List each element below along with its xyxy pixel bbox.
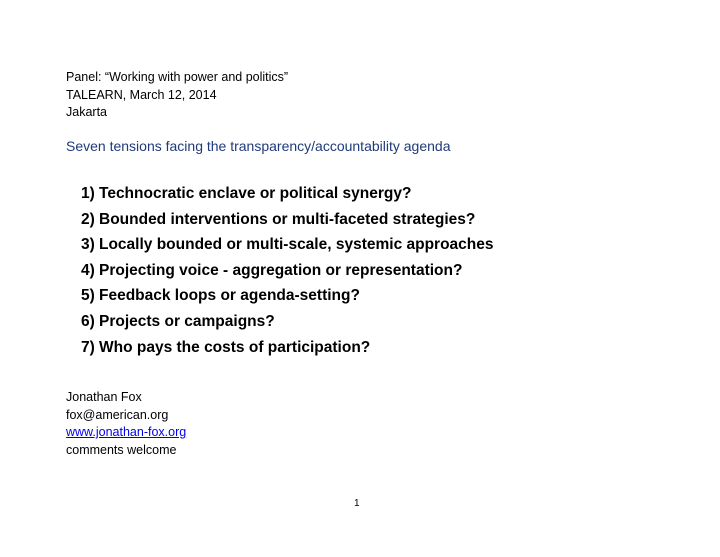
list-item	[81, 258, 494, 284]
item-number: 6)	[81, 312, 95, 330]
panel-title: Panel: “Working with power and politics”	[66, 70, 289, 84]
location-line: Jakarta	[66, 105, 107, 119]
item-text: Who pays the costs of participation?	[99, 338, 371, 356]
item-text: Projecting voice - aggregation or representation?	[99, 261, 463, 279]
item-text: Bounded interventions or multi-faceted strategies?	[99, 210, 476, 228]
item-number: 2)	[81, 210, 95, 228]
item-text: Projects or campaigns?	[99, 312, 275, 330]
item-number: 3)	[81, 236, 95, 254]
item-text: Locally bounded or multi-scale, systemic approaches	[99, 236, 494, 254]
item-number: 4)	[81, 261, 95, 279]
page-number: 1	[354, 498, 360, 509]
header-block	[66, 69, 288, 122]
website-link[interactable]: www.jonathan-fox.org	[66, 425, 187, 439]
page-title: Seven tensions facing the transparency/accountability agenda	[66, 138, 451, 154]
author-email: fox@american.org	[66, 407, 169, 422]
event-line: TALEARN, March 12, 2014	[66, 87, 217, 102]
list-item	[81, 335, 494, 361]
item-text: Technocratic enclave or political synergy?	[99, 185, 412, 202]
comments-note: comments welcome	[66, 442, 177, 457]
tensions-list	[81, 181, 494, 360]
list-item	[81, 181, 494, 207]
item-number: 1)	[81, 185, 95, 202]
author-block	[66, 389, 186, 459]
list-item	[81, 283, 494, 309]
item-number: 7)	[81, 338, 95, 356]
item-number: 5)	[81, 287, 95, 305]
list-item	[81, 232, 494, 258]
item-text: Feedback loops or agenda-setting?	[99, 287, 360, 305]
list-item	[81, 309, 494, 335]
author-name: Jonathan Fox	[66, 390, 142, 404]
list-item	[81, 207, 494, 233]
